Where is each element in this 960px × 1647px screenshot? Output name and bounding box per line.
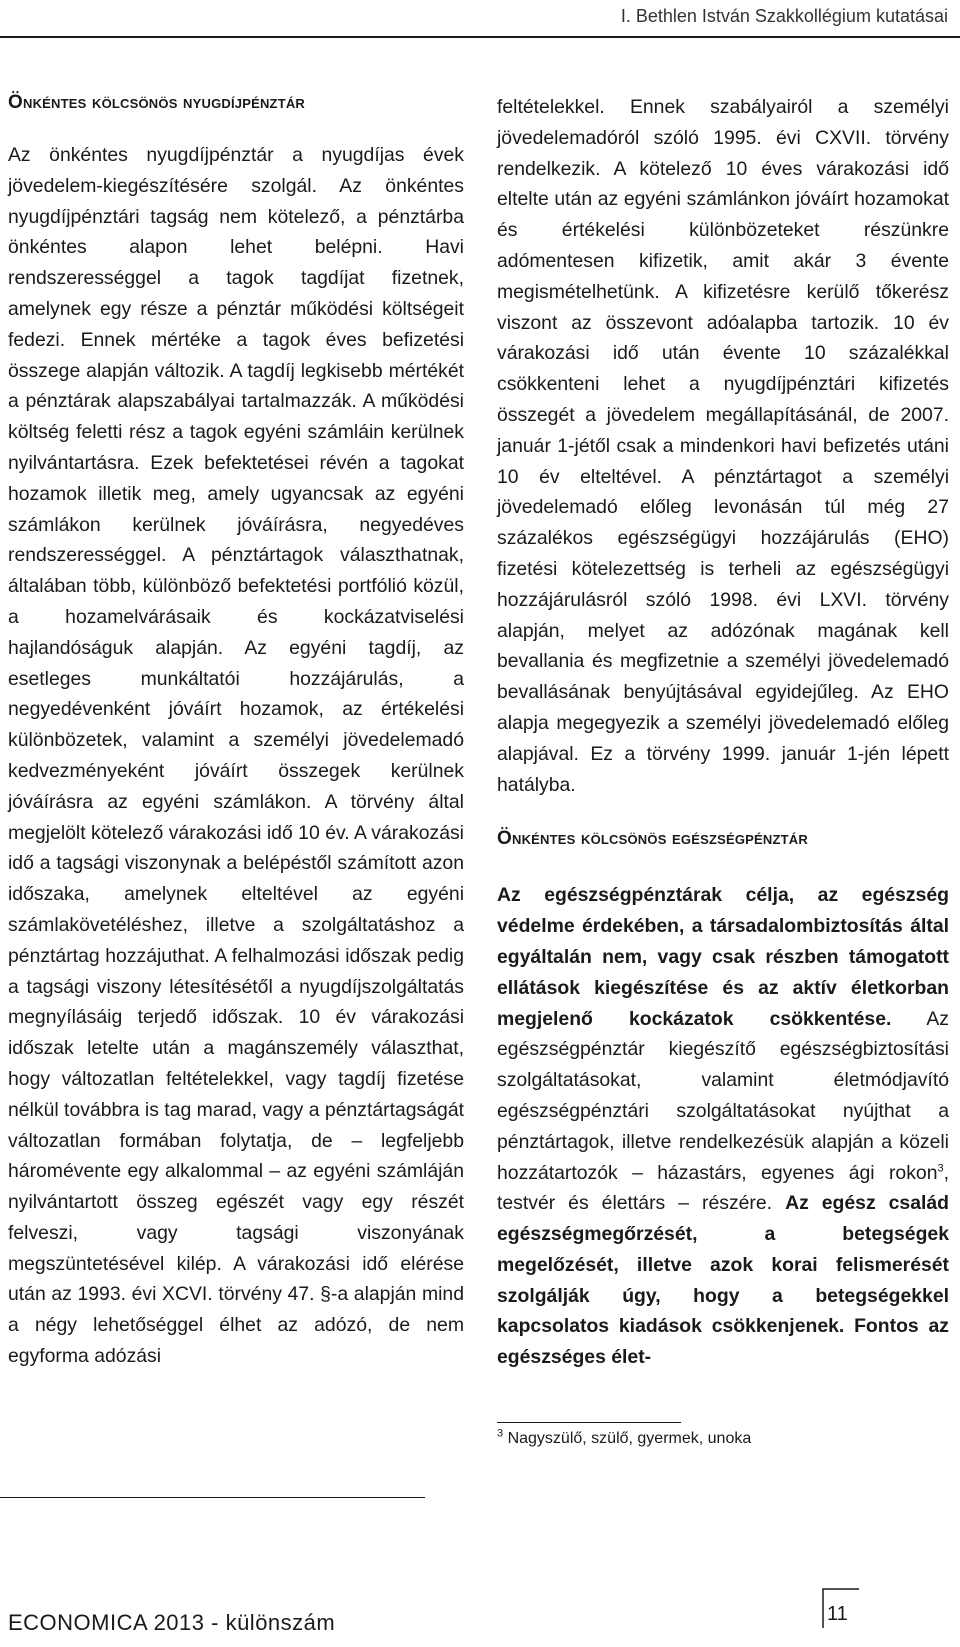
health-fund-prevention-bold: Az egész család egészségmegőrzését, a betegségek megelőzését, illetve azok korai felismerését szolgálják úgy, hogy a betegségekkel kapcsolatos kiadások csökkenjenek. Fontos az egészséges élet-	[497, 1192, 950, 1369]
left-column	[8, 92, 464, 1372]
body-paragraph-pension-fund: Az önkéntes nyugdíjpénztár a nyugdíjas évek jövedelem-kiegészítésére szolgál. Az önkéntes nyugdíjpénztári tagság nem kötelező, a pénztárba önkéntes alapon lehet belépni. Havi rendszerességgel a tagok tagdíjat fizetnek, amelynek egy része a pénztár működési költségeit fedezi. Ennek mértéke a tagok éves befizetési összege alapján változik. A tagdíj legkisebb mértékét a pénztárak alapszabályai tartalmazzák. A működési költség feletti rész a tagok egyéni számláin kerülnek nyilvántartásra. Ezek befektetései révén a tagokat hozamok illetik meg, amely ugyancsak az egyéni számlákon kerülnek jóváírásra, negyedéves rendszerességgel. A pénztártagok választhatnak, általában több, különböző befektetési portfólió közül, a hozamelvárásaik és kockázatviselési hajlandóságuk alapján. Az egyéni tagdíj, az esetleges munkáltatói hozzájárulás, a negyedévenként jóváírt hozamok, az értékelési különbözetek, valamint a személyi jövedelemadó kedvezményeként jóváírt összegek kerülnek jóváírásra az egyéni számlákon. A törvény által megjelölt kötelező várakozási idő 10 év. A várakozási idő a tagsági viszonynak a belépéstől számított azon időszaka, amelynek elteltével az egyéni számlakövetéléshez, illetve a szolgáltatáshoz a pénztártag hozzájuthat. A felhalmozási időszak pedig a tagsági viszony létesítésétől a nyugdíjszolgáltatás megnyílásáig terjedő időszak. 10 év várakozási időszak letelte után a magánszemély választhat, hogy változatlan feltételekkel, vagy tagdíj fizetése nélkül továbbra is tag marad, vagy a pénztártagságát változatlan formában folytatja, de – legfeljebb háromévente egy alkalommal – az egyéni számláján nyilvántartott összeg egészét vagy egy részét felveszi, vagy tagsági viszonyának megszüntetésével kilép. A várakozási idő elérése után az 1993. évi XCVI. törvény 47. §-a alapján mind a négy lehetőséggel élhet az adózó, de nem egyforma adózási	[8, 144, 464, 1368]
running-head: I. Bethlen István Szakkollégium kutatásai	[620, 6, 948, 26]
health-fund-family-text: , testvér és élettárs – részére.	[497, 1161, 949, 1215]
body-paragraph-health-fund	[497, 880, 949, 1373]
footnote	[497, 1427, 752, 1448]
section-heading-health-fund: Önkéntes kölcsönös egészségpénztár	[497, 828, 808, 850]
page-number: 11	[827, 1603, 848, 1625]
section-heading-pension-fund: Önkéntes kölcsönös nyugdíjpénztár	[8, 92, 306, 113]
health-fund-goal-bold: Az egészségpénztárak célja, az egészség védelme érdekében, a társadalombiztosítás által egyáltalán nem, vagy csak részben támogatott ellátások kiegészítése és az aktív életkorban megjelenő kockázatok csökkentése.	[497, 884, 949, 1030]
footnote-text: Nagyszülő, szülő, gyermek, unoka	[503, 1430, 752, 1447]
footnote-reference: 3	[937, 1162, 944, 1175]
footnote-rule	[497, 1422, 681, 1423]
header-rule	[0, 36, 960, 38]
footnote-number: 3	[497, 1427, 504, 1440]
footer-rule	[0, 1497, 425, 1498]
health-fund-services-text: Az egészségpénztár kiegészítő egészségbiztosítási szolgáltatásokat, valamint életmódjavító egészségpénztári szolgáltatásokat nyújthat a pénztártagok, illetve rendelkezésük alapján a közeli hozzátartozók – házastárs, egyenes ági rokon	[497, 1007, 949, 1184]
right-column	[497, 92, 949, 1373]
body-paragraph-tax-conditions: feltételekkel. Ennek szabályairól a személyi jövedelemadóról szóló 1995. évi CXVII. törvény rendelkezik. A kötelező 10 éves várakozási idő eltelte után az egyéni számlánkon jóváírt hozamokat és értékelési különbözeteket részünkre adómentesen kifizetik, amit akár 3 évente megismételhetünk. A kifizetésre kerülő tőkerész viszont az összevont adóalapba tartozik. 10 év várakozási idő után évente 10 százalékkal csökkenteni lehet a nyugdíjpénztári kifizetés összegét a jövedelem megállapításánál, de 2007. január 1-jétől csak a mindenkori havi befizetés utáni 10 év elteltével. A pénztártagot a személyi jövedelemadó előleg levonásán túl még 27 százalékos egészségügyi hozzájárulás (EHO) fizetési kötelezettség is terheli az egészségügyi hozzájárulásról szóló 1998. évi LXVI. törvény alapján, melyet az adózónak magának kell bevallania és megfizetnie a személyi jövedelemadó bevallásának benyújtásával egyidejűleg. Az EHO alapja megegyezik a személyi jövedelemadó előleg alapjával. Ez a törvény 1999. január 1-jén lépett hatályba.	[497, 96, 949, 796]
publication-name: ECONOMICA 2013 - különszám	[8, 1610, 336, 1635]
